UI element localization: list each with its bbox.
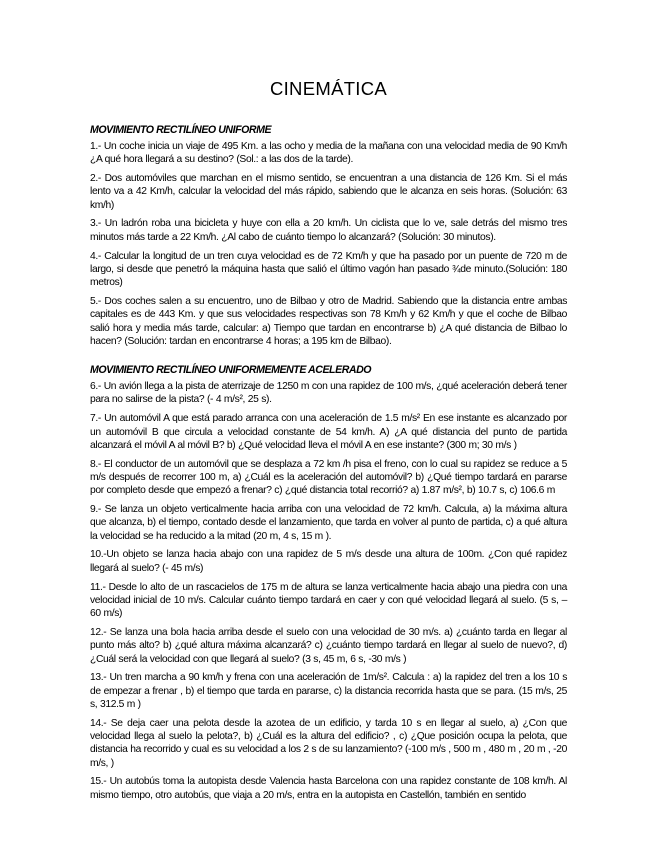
problem-12: 12.- Se lanza una bola hacia arriba desde el suelo con una velocidad de 30 m/s. a) ¿cuánto tarda en llegar al punto más alto? b) ¿qué altura máxima alcanzará? c) ¿cuánto tiempo tardará en llegar al suelo de nuevo?, d) ¿Cuál será la velocidad con que llegará al suelo? (3 s, 45 m, 6 s, -30 m/s ) <box>90 626 567 665</box>
problem-11: 11.- Desde lo alto de un rascacielos de 175 m de altura se lanza verticalmente hacia abajo una piedra con una velocidad inicial de 10 m/s. Calcular cuánto tiempo tardará en caer y con qué velocidad llegará al suelo. (5 s, – 60 m/s) <box>90 581 567 620</box>
problem-3: 3.- Un ladrón roba una bicicleta y huye con ella a 20 km/h. Un ciclista que lo ve, sale detrás del mismo tres minutos más tarde a 22 Km/h. ¿Al cabo de cuánto tiempo lo alcanzará? (Solución: 30 minutos). <box>90 218 567 243</box>
problem-4: 4.- Calcular la longitud de un tren cuya velocidad es de 72 Km/h y que ha pasado por un puente de 720 m de largo, si desde que penetró la máquina hasta que salió el último vagón han pasado ¾de minuto.(Solución: 180 metros) <box>90 250 567 289</box>
problem-15: 15.- Un autobús toma la autopista desde Valencia hasta Barcelona con una rapidez constante de 108 km/h. Al mismo tiempo, otro autobús, que viaja a 20 m/s, entra en la autopista en Castellón, también en sentido <box>90 776 567 801</box>
problem-5: 5.- Dos coches salen a su encuentro, uno de Bilbao y otro de Madrid. Sabiendo que la distancia entre ambas capitales es de 443 Km. y que sus velocidades respectivas son 78 Km/h y 62 Km/h y que el coche de Bilbao salió hora y media más tarde, calcular: a) Tiempo que tardan en encontrarse b) ¿A qué distancia de Bilbao lo hacen? (Solución: tardan en encontrarse 4 horas; a 195 km de Bilbao). <box>90 295 567 347</box>
problem-6: 6.- Un avión llega a la pista de aterrizaje de 1250 m con una rapidez de 100 m/s, ¿qué aceleración deberá tener para no salirse de la pista? (- 4 m/s², 25 s). <box>90 381 567 406</box>
problem-10: 10.-Un objeto se lanza hacia abajo con una rapidez de 5 m/s desde una altura de 100m. ¿Con qué rapidez llegará al suelo? (- 45 m/s) <box>90 549 567 574</box>
problem-13: 13.- Un tren marcha a 90 km/h y frena con una aceleración de 1m/s². Calcula : a) la rapidez del tren a los 10 s de empezar a frenar , b) el tiempo que tarda en pararse, c) la distancia recorrida hasta que se para. (15 m/s, 25 s, 312.5 m ) <box>90 672 567 710</box>
problem-1: 1.- Un coche inicia un viaje de 495 Km. a las ocho y media de la mañana con una velocidad media de 90 Km/h ¿A qué hora llegará a su destino? (Sol.: a las dos de la tarde). <box>90 141 567 166</box>
section-accelerated-motion <box>90 364 567 802</box>
problem-9: 9.- Se lanza un objeto verticalmente hacia arriba con una velocidad de 72 km/h. Calcula, a) la máxima altura que alcanza, b) el tiempo, contado desde el lanzamiento, que tarda en volver al punto de partida, c) a qué altura la velocidad se ha reducido a la mitad (20 m, 4 s, 15 m ). <box>90 504 567 542</box>
problem-2: 2.- Dos automóviles que marchan en el mismo sentido, se encuentran a una distancia de 126 Km. Si el más lento va a 42 Km/h, calcular la velocidad del más rápido, sabiendo que le alcanza en seis horas. (Solución: 63 km/h) <box>90 173 567 211</box>
problem-7: 7.- Un automóvil A que está parado arranca con una aceleración de 1.5 m/s² En ese instante es alcanzado por un automóvil B que circula a velocidad constante de 54 km/h. A) ¿A qué distancia del punto de partida alcanzará el móvil A al móvil B? b) ¿Qué velocidad lleva el móvil A en ese instante? (300 m; 30 m/s ) <box>90 413 567 451</box>
problem-14: 14.- Se deja caer una pelota desde la azotea de un edificio, y tarda 10 s en llegar al suelo, a) ¿Con que velocidad llega al suelo la pelota?, b) ¿Cuál es la altura del edificio? , c) ¿Que posición ocupa la pelota, que distancia ha recorrido y cual es su velocidad a los 2 s de su lanzamiento? (-100 m/s , 500 m , 480 m , 20 m , -20 m/s, ) <box>90 717 567 769</box>
section-heading: MOVIMIENTO RECTILÍNEO UNIFORME <box>90 124 272 136</box>
document-page <box>90 76 567 802</box>
problem-8: 8.- El conductor de un automóvil que se desplaza a 72 km /h pisa el freno, con lo cual su rapidez se reduce a 5 m/s después de recorrer 100 m, a) ¿Cuál es la aceleración del automóvil? b) ¿Qué tiempo tardará en pararse por completo desde que empezó a frenar? c) ¿qué distancia total recorrió? a) 1.87 m/s², b) 10.7 s, c) 106.6 m <box>90 458 567 497</box>
section-heading: MOVIMIENTO RECTILÍNEO UNIFORMEMENTE ACELERADO <box>90 364 372 377</box>
section-uniform-motion <box>90 124 567 348</box>
page-title: CINEMÁTICA <box>269 78 388 99</box>
